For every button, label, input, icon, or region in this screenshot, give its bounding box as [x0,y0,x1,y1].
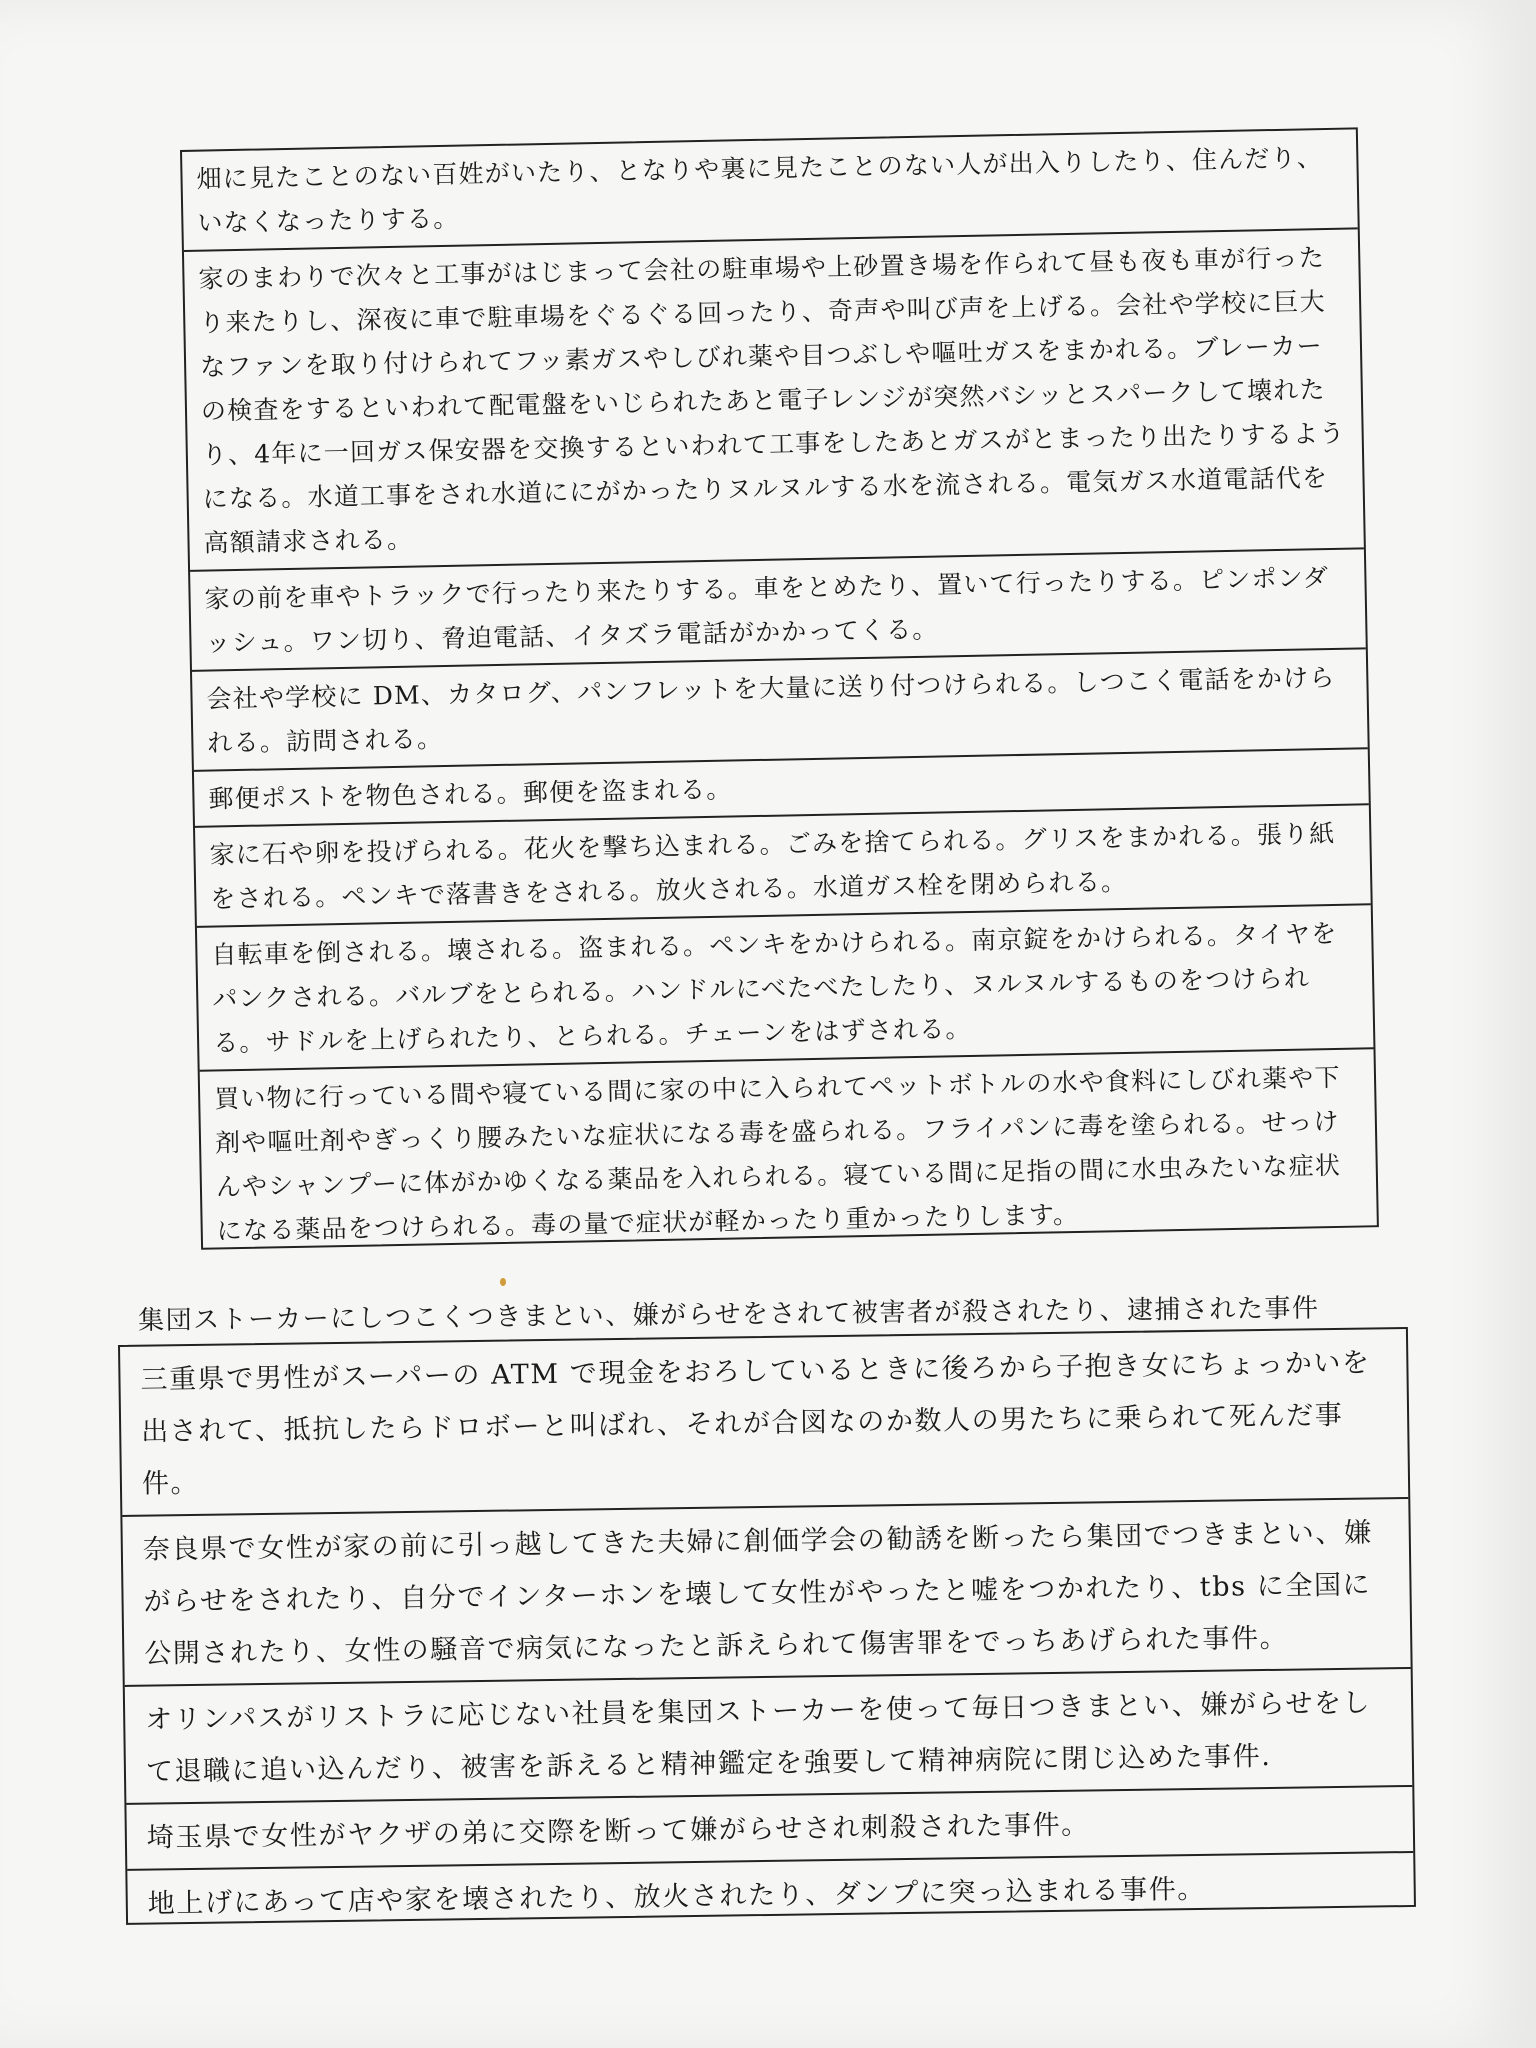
table-row: 埼玉県で女性がヤクザの弟に交際を断って嫌がらせされ刺殺された事件。 [126,1785,1413,1869]
table-row: 地上げにあって店や家を壊されたり、放火されたり、ダンプに突っ込まれる事件。 [127,1851,1414,1935]
section-heading: 集団ストーカーにしつこくつきまとい、嫌がらせをされて被害者が殺されたり、逮捕された事件 [138,1293,1320,1336]
table-row: 郵便ポストを物色される。郵便を盗まれる。 [194,747,1369,826]
table-row: 自転車を倒される。壊される。盗まれる。ペンキをかけられる。南京錠をかけられる。タイヤをパンクされる。バルブをとられる。ハンドルにべたべたしたり、ヌルヌルするものをつけられる。サドルを上げられたり、とられる。チェーンをはずされる。 [197,903,1374,1070]
table-row: 畑に見たことのない百姓がいたり、となりや裏に見たことのない人が出入りしたり、住んだり、いなくなったりする。 [196,143,1324,238]
table-row: 家に石や卵を投げられる。花火を撃ち込まれる。ごみを捨てられる。グリスをまかれる。張り紙をされる。ペンキで落書きをされる。放火される。水道ガス栓を閉められる。 [195,803,1371,926]
table-row: 買い物に行っている間や寝ている間に家の中に入られてペットボトルの水や食料にしびれ薬や下剤や嘔吐剤やぎっくり腰みたいな症状になる毒を盛られる。フライパンに毒を塗られる。せっけんやシャンプーに体がかゆくなる薬品を入れられる。寝ている間に足指の間に水虫みたいな症状になる薬品をつけられる。毒の量で症状が軽かったり重かったりします。 [200,1047,1377,1258]
table-row: オリンパスがリストラに応じない社員を集団ストーカーを使って毎日つきまとい、嫌がらせをして退職に追い込んだり、被害を訴えると精神鑑定を強要して精神病院に閉じ込めた事件. [125,1667,1413,1803]
paper-speck [500,1278,506,1286]
table-row: 家のまわりで次々と工事がはじまって会社の駐車場や上砂置き場を作られて昼も夜も車が行ったり来たりし、深夜に車で駐車場をぐるぐる回ったり、奇声や叫び声を上げる。会社や学校に巨大なファンを取り付けられてフッ素ガスやしびれ薬や目つぶしや嘔吐ガスをまかれる。ブレーカーの検査をするといわれて配電盤をいじられたあと電子レンジが突然バシッとスパークして壊れたり、4年に一回ガス保安器を交換するといわれて工事をしたあとガスがとまったり出たりするようになる。水道工事をされ水道ににがかったりヌルヌルする水を流される。電気ガス水道電話代を高額請求される。 [184,227,1364,569]
table-row: 三重県で男性がスーパーの ATM で現金をおろしているときに後ろから子抱き女にちょっかいを出されて、抵抗したらドロボーと叫ばれ、それが合図なのか数人の男たちに乗られて死んだ事件。 [140,1347,1371,1500]
harassment-examples-table [180,127,1379,1249]
incidents-table [118,1327,1416,1925]
table-row: 会社や学校に DM、カタログ、パンフレットを大量に送り付つけられる。しつこく電話をかけられる。訪問される。 [192,647,1368,770]
table-row: 奈良県で女性が家の前に引っ越してきた夫婦に創価学会の勧誘を断ったら集団でつきまとい、嫌がらせをされたり、自分でインターホンを壊して女性がやったと嘘をつかれたり、tbs に全国に公開されたり、女性の騒音で病気になったと訴えられて傷害罪をでっちあげられた事件。 [122,1497,1410,1685]
table-row: 家の前を車やトラックで行ったり来たりする。車をとめたり、置いて行ったりする。ピンポンダッシュ。ワン切り、脅迫電話、イタズラ電話がかかってくる。 [190,547,1366,670]
